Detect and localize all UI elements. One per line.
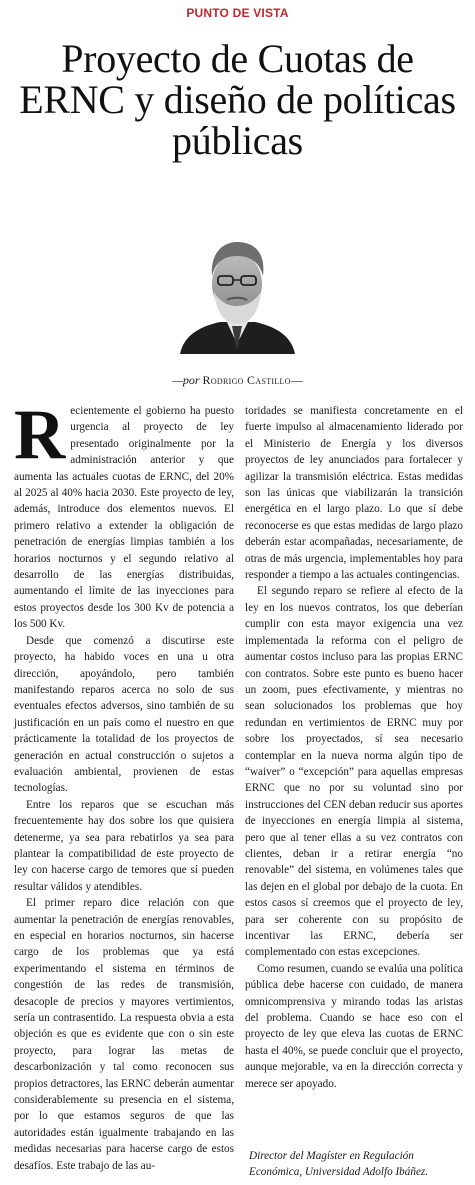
paragraph-text: ecientemente el gobierno ha puesto urgencia al proyecto de ley presentado originalmente por la administración anterior y que aumenta las actuales cuotas de ERNC, del 20% al 2025 al 40% hacia 2030. Este proyecto de ley, además, introduce dos elementos nuevos. El primero relativo a extender la obligación de penetración de energías limpias también a los horarios nocturnos y el segundo relativo al desarrollo de las energías distribuidas, aumentando el límite de las inyecciones para estos proyectos desde los 300 Kv de potencia a los 500 Kv. [14, 405, 234, 631]
paragraph: El primer reparo dice relación con que aumentar la penetración de energías renovables, en especial en horarios nocturnos, sin hacerse cargo de los problemas que ya está experimentando el sistema en términos de congestión de las redes de transmisión, desacople de precios y mayores vertimientos, sería un contrasentido. La respuesta obvia a esta objeción es que es evidente que con o sin este proyecto, para lograr las metas de descarbonización y tal como reconocen sus propios detractores, las ERNC deberán aumentar considerablemente su presencia en el sistema, por lo que estamos seguros de que las autoridades están igualmente trabajando en las medidas necesarias para hacerse cargo de estos desafíos. Este trabajo de las au- [14, 897, 234, 1172]
paragraph: Como resumen, cuando se evalúa una política pública debe hacerse con cuidado, de manera omnicomprensiva y mirando todas las aristas del problema. Cuando se hace eso con el proyecto de ley que eleva las cuotas de ERNC hasta el 40%, se puede concluir que el proyecto, aunque mejorable, va en la dirección correcta y merece ser apoyado. [245, 962, 463, 1090]
article-column-left [14, 396, 234, 1174]
paragraph [14, 396, 234, 633]
drop-cap: R [14, 396, 66, 474]
byline-author: Rodrigo Castillo [202, 373, 291, 387]
paragraph: El segundo reparo se refiere al efecto de la ley en los nuevos contratos, los que deberían cumplir con esta mayor exigencia una vez implementada la reforma con el peligro de aumentar costos incluso para las propias ERNC con contratos. Sobre este punto es bueno hacer un zoom, pues efectivamente, y mientras no sean solucionados los problemas que hoy redundan en vertimientos de ERNC muy por sobre los proyectados, sí sea necesario contemplar en la nueva norma algún tipo de “waiver” o “excepción” para aquellas empresas ERNC que no por su voluntad sino por instrucciones del CEN deban reducir sus aportes de inyecciones en energía limpia al sistema, pero que al tener ellas a su vez contratos con clientes, deban ir a retirar energía “no renovable” del sistema, en volúmenes tales que las dejen en el global por debajo de la cuota. En estos casos sí creemos que el proyecto de ley, para ser coherente con su propósito de incentivar las ERNC, debería ser complementado con estas excepciones. [245, 585, 463, 959]
article-column-right [245, 403, 463, 1092]
paragraph: toridades se manifiesta concretamente en el fuerte impulso al almacenamiento liderado por el Ministerio de Energía y los diversos proyectos de ley anunciados para fortalecer y agilizar la transmisión eléctrica. Estas medidas son las únicas que viabilizarán la transición energética en el largo plazo. Lo que sí debe reconocerse es que estas medidas de largo plazo deberán estar acompañadas, necesariamente, de otras de más urgencia, implementables hoy para responder a tiempo a las actuales contingencias. [245, 405, 463, 582]
paragraph: Entre los reparos que se escuchan más frecuentemente hay dos sobre los que quisiera detenerme, ya sea para rebatirlos ya sea para plantear la compatibilidad de este proyecto de ley con hacerse cargo de temores que sí pueden resultar válidos y atendibles. [14, 798, 234, 893]
byline [0, 373, 475, 388]
byline-suffix: — [290, 373, 303, 387]
author-note: Director del Magíster en Regulación Económica, Universidad Adolfo Ibáñez. [249, 1150, 429, 1178]
headline: Proyecto de Cuotas de ERNC y diseño de políticas públicas [19, 36, 456, 163]
byline-prefix: —por [172, 373, 200, 387]
paragraph: Desde que comenzó a discutirse este proyecto, ha habido voces en una u otra dirección, apoyándolo, pero también manifestando reparos acerca no solo de sus eventuales efectos adversos, sino también de su justificación en un país como el nuestro en que prácticamente la totalidad de los proyectos de generación en actual construcción o sujetos a evaluación ambiental, provienen de estas tecnologías. [14, 634, 234, 795]
section-label: PUNTO DE VISTA [186, 6, 289, 20]
author-portrait [180, 234, 295, 354]
